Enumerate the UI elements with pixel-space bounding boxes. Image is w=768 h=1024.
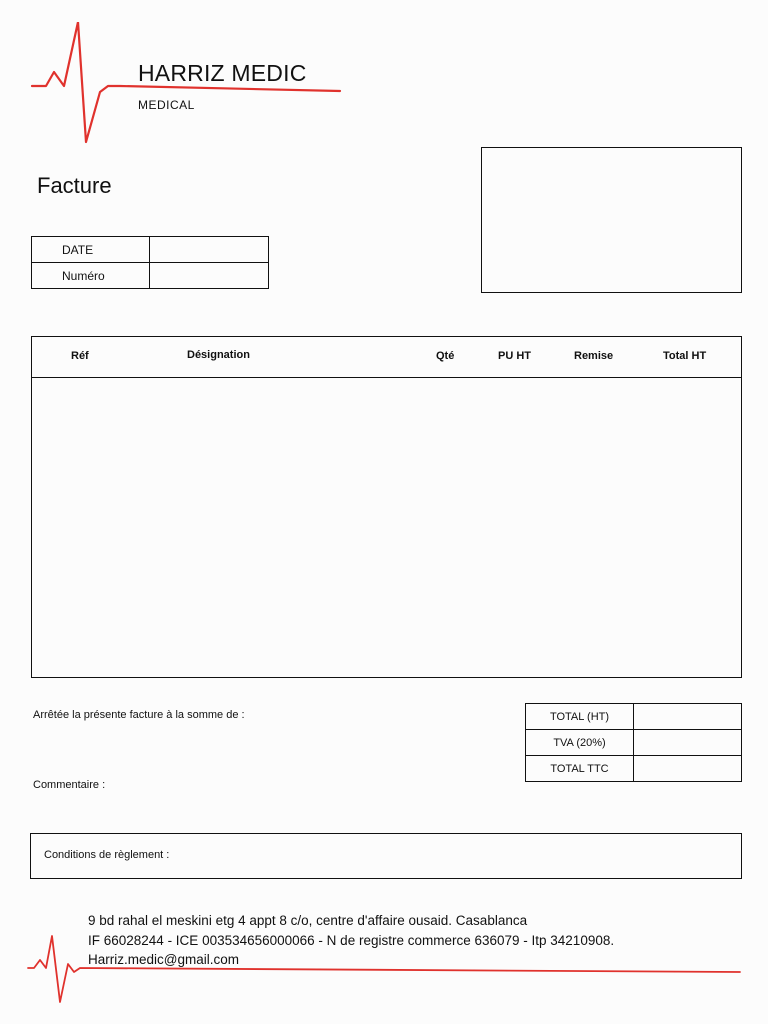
footer-heartbeat-icon: [24, 932, 744, 1008]
footer-address: 9 bd rahal el meskini etg 4 appt 8 c/o, centre d'affaire ousaid. Casablanca: [88, 913, 528, 928]
col-total-ht: Total HT: [663, 350, 707, 362]
total-ht-value[interactable]: [634, 704, 742, 730]
meta-row-date: [32, 237, 269, 263]
totals-row: [526, 730, 742, 756]
meta-row-number: [32, 263, 269, 289]
col-discount: Remise: [574, 350, 614, 362]
totals-row: [526, 704, 742, 730]
comment-label: Commentaire :: [33, 779, 106, 791]
col-unit-price: PU HT: [498, 350, 531, 362]
number-value[interactable]: [150, 263, 269, 289]
col-designation: Désignation: [187, 349, 250, 361]
client-address-box[interactable]: [481, 147, 742, 293]
document-title: Facture: [37, 173, 112, 198]
tva-value[interactable]: [634, 730, 742, 756]
invoice-meta-table: [31, 236, 269, 289]
tva-label: TVA (20%): [526, 730, 634, 756]
amount-in-words-label: Arrêtée la présente facture à la somme de :: [33, 709, 245, 721]
items-table-body[interactable]: [33, 379, 740, 676]
total-ht-label: TOTAL (HT): [526, 704, 634, 730]
totals-table: [525, 703, 742, 782]
col-ref: Réf: [71, 350, 89, 362]
total-ttc-value[interactable]: [634, 756, 742, 782]
brand-name: HARRIZ MEDIC: [138, 60, 307, 86]
totals-row: [526, 756, 742, 782]
col-qty: Qté: [436, 350, 455, 362]
total-ttc-label: TOTAL TTC: [526, 756, 634, 782]
footer-legal-ids: IF 66028244 - ICE 003534656000066 - N de registre commerce 636079 - Itp 34210908.: [88, 933, 615, 948]
number-label: Numéro: [32, 263, 150, 289]
brand-subtitle: MEDICAL: [138, 98, 195, 112]
date-label: DATE: [32, 237, 150, 263]
footer-email[interactable]: Harriz.medic@gmail.com: [88, 952, 239, 967]
date-value[interactable]: [150, 237, 269, 263]
items-table-header: [31, 336, 742, 378]
payment-conditions-label: Conditions de règlement :: [44, 849, 170, 861]
